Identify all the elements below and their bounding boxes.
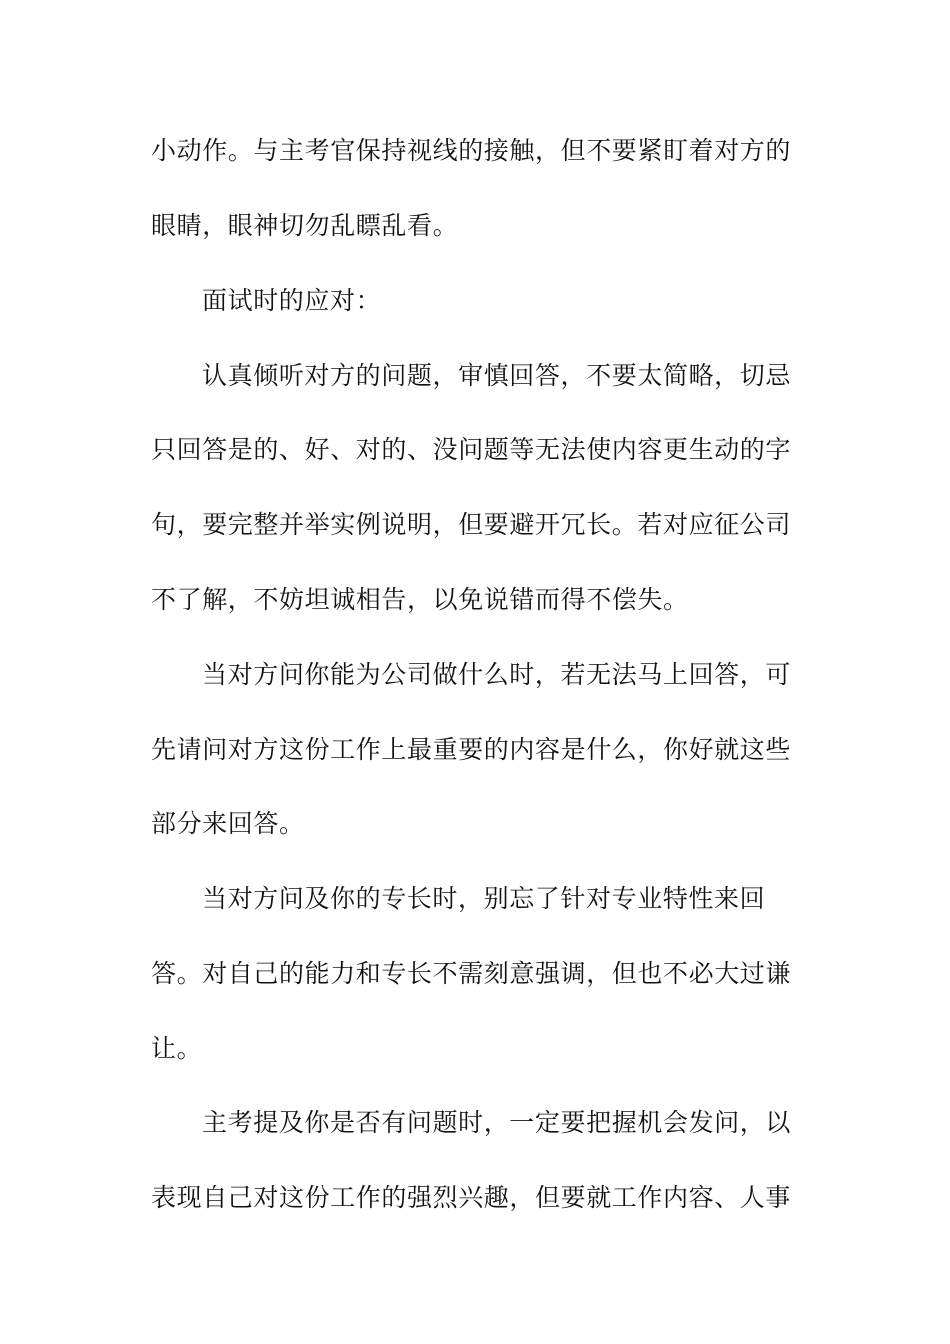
- text-line-14: 主考提及你是否有问题时，一定要把握机会发问，以: [202, 1108, 791, 1137]
- text-line-2: 眼睛，眼神切勿乱瞟乱看。: [151, 211, 459, 240]
- text-line-6: 句，要完整并举实例说明，但要避开冗长。若对应征公司: [151, 510, 792, 539]
- text-line-4: 认真倾听对方的问题，审慎回答，不要太简略，切忌: [202, 361, 791, 390]
- text-line-9: 先请问对方这份工作上最重要的内容是什么，你好就这些: [151, 735, 792, 764]
- text-line-8: 当对方问你能为公司做什么时，若无法马上回答，可: [202, 660, 791, 689]
- text-line-11: 当对方问及你的专长时，别忘了针对专业特性来回: [202, 884, 766, 913]
- text-line-13: 让。: [151, 1034, 203, 1063]
- text-line-5: 只回答是的、好、对的、没问题等无法使内容更生动的字: [151, 435, 792, 464]
- text-line-15: 表现自己对这份工作的强烈兴趣，但要就工作内容、人事: [151, 1183, 792, 1212]
- text-line-7: 不了解，不妨坦诚相告，以免说错而得不偿失。: [151, 585, 689, 614]
- text-line-12: 答。对自己的能力和专长不需刻意强调，但也不必大过谦: [151, 959, 792, 988]
- section-heading: 面试时的应对：: [202, 286, 382, 315]
- text-line-10: 部分来回答。: [151, 809, 305, 838]
- text-line-1: 小动作。与主考官保持视线的接触，但不要紧盯着对方的: [151, 136, 792, 165]
